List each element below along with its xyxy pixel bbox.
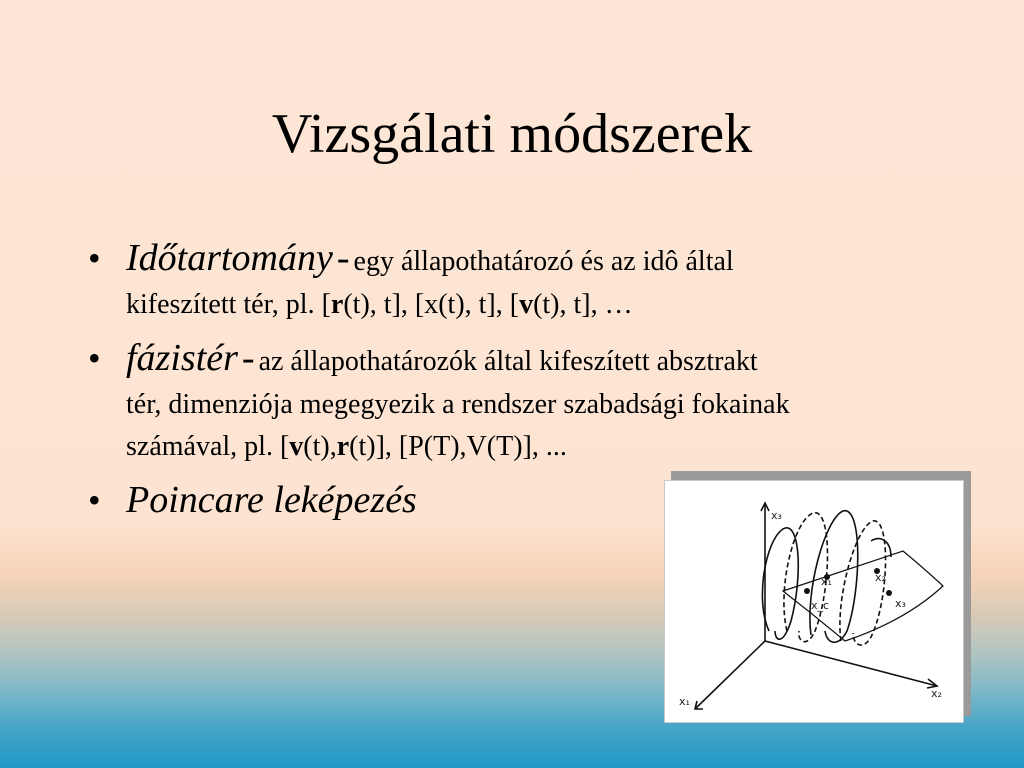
text-segment: (t), [303, 431, 337, 462]
bold-vector-r: r [336, 431, 350, 462]
crossing-point-xc [804, 588, 810, 594]
text-segment: (t), t], … [533, 289, 633, 320]
label-point-xc: x_c [811, 599, 830, 612]
label-axis-x2: x₂ [931, 687, 942, 700]
axis-x2 [765, 641, 937, 686]
label-point-x1: x₁ [821, 575, 832, 588]
trajectory-tail [871, 539, 891, 557]
poincare-figure [664, 480, 964, 723]
desc-phase-space-line3 [126, 426, 958, 468]
label-point-x3: x₃ [895, 597, 906, 610]
term-phase-space: fázistér [126, 337, 238, 379]
text-segment: kifeszített tér, pl. [ [126, 289, 331, 320]
bullet-dot: • [88, 480, 101, 520]
desc-time-domain-line2 [126, 284, 958, 326]
label-point-x2: x₂ [875, 571, 886, 584]
phase-space-diagram [665, 481, 963, 722]
bold-vector-r: r [330, 289, 344, 320]
term-dash: - [241, 337, 255, 379]
bullet-dot: • [88, 338, 101, 378]
bold-vector-v: v [289, 431, 304, 462]
label-axis-x3: x₃ [771, 509, 782, 522]
label-axis-x1: x₁ [679, 695, 690, 708]
crossing-point-x3 [886, 590, 892, 596]
text-segment: számával, pl. [ [126, 431, 290, 462]
bullet-dot: • [88, 238, 101, 278]
bullet-time-domain [88, 232, 958, 326]
slide-title: Vizsgálati módszerek [271, 103, 753, 165]
bullet-phase-space [88, 332, 958, 468]
trajectory-loop-3 [810, 511, 858, 643]
desc-phase-space-line2: tér, dimenziója megegyezik a rendszer szabadsági fokainak [126, 389, 790, 420]
term-dash: - [336, 237, 350, 279]
desc-time-domain: egy állapothatározó és az idô által [353, 246, 734, 277]
bold-vector-v: v [519, 289, 534, 320]
text-segment: (t), t], [x(t), t], [ [343, 289, 520, 320]
term-poincare: Poincare leképezés [126, 479, 417, 521]
trajectory-loop-1 [762, 528, 798, 639]
desc-phase-space: az állapothatározók által kifeszített absztrakt [258, 346, 758, 377]
axis-x1 [695, 641, 765, 709]
poincare-section-plane [783, 551, 943, 641]
term-time-domain: Időtartomány [126, 237, 333, 279]
text-segment: (t)], [P(T),V(T)], ... [349, 431, 567, 462]
